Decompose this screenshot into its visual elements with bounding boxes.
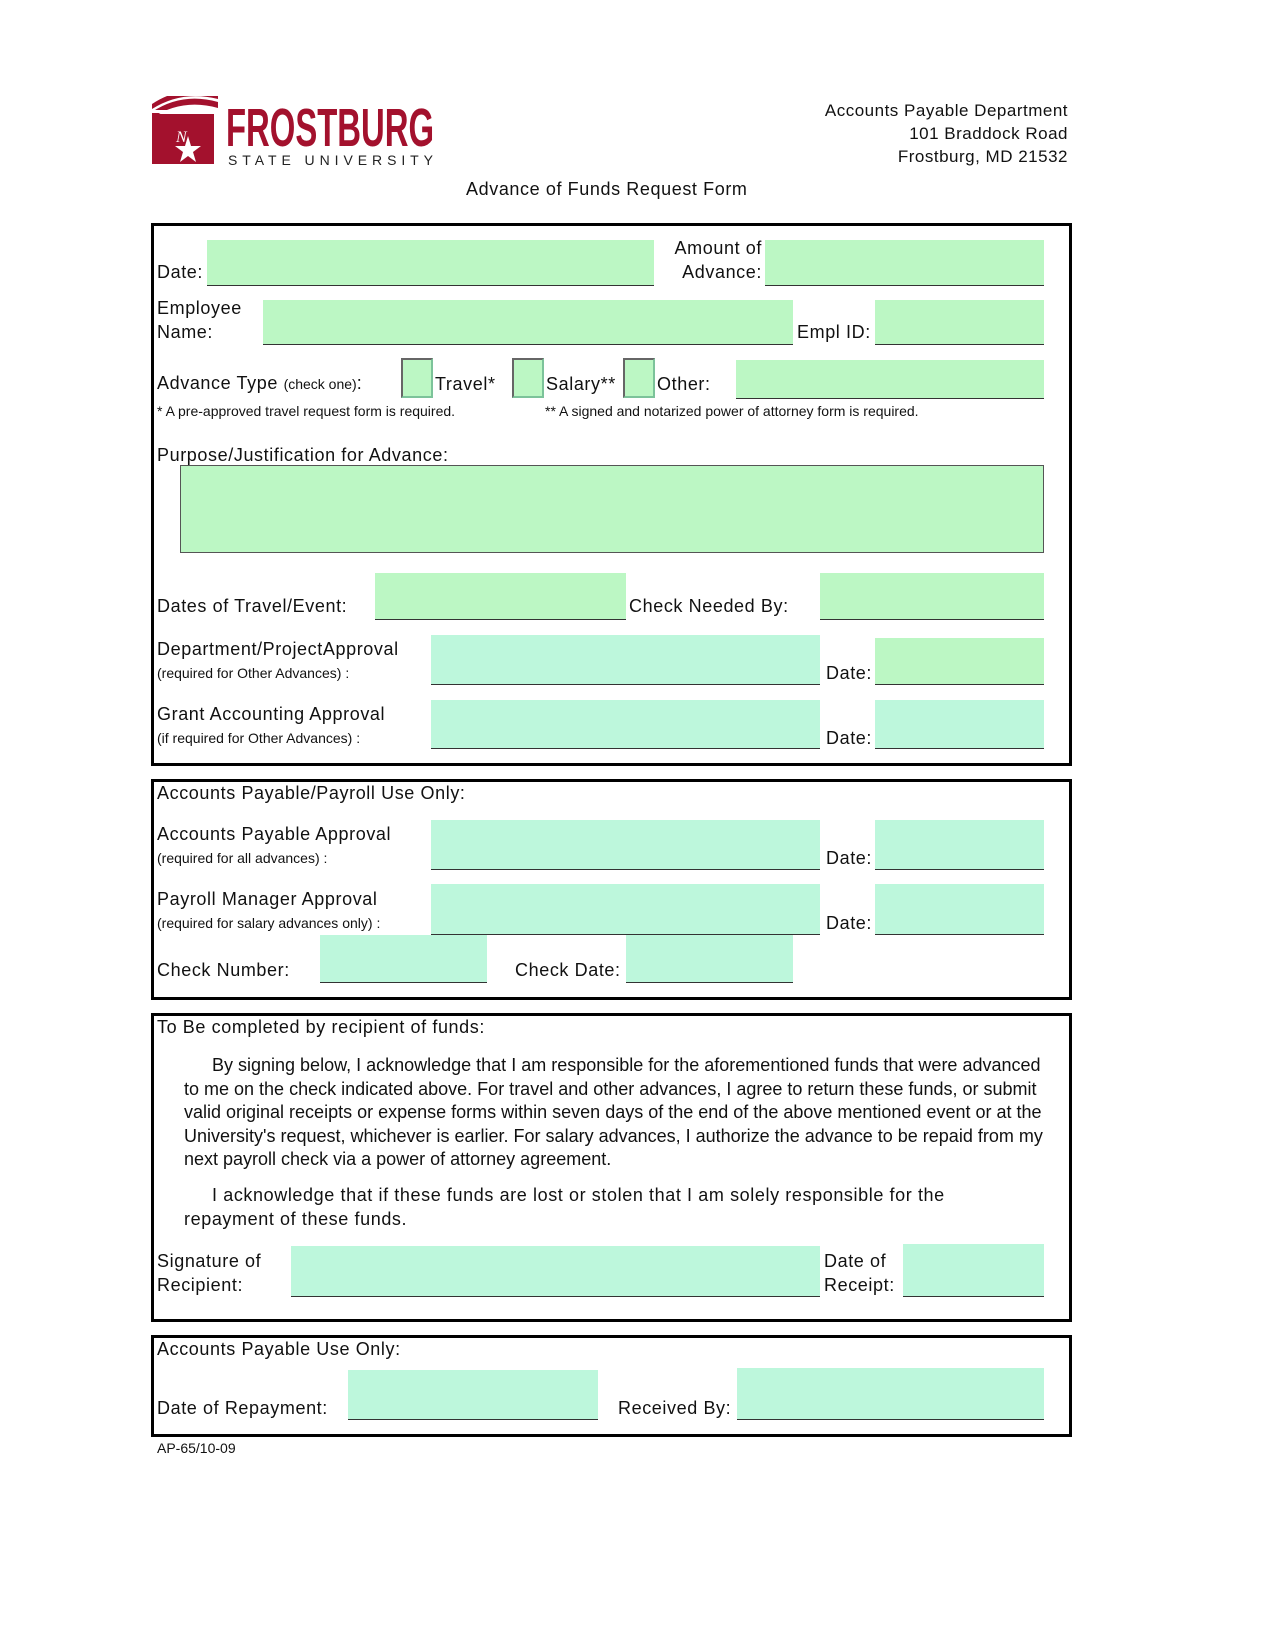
dates-of-travel-label: Dates of Travel/Event: bbox=[157, 596, 348, 616]
employee-label-line-2: Name: bbox=[157, 322, 214, 342]
ap-approval-label: Accounts Payable Approval bbox=[157, 824, 392, 844]
amount-field[interactable] bbox=[765, 240, 1044, 286]
payroll-approval-field[interactable] bbox=[431, 884, 820, 935]
salary-checkbox[interactable] bbox=[512, 358, 544, 398]
salary-label: Salary** bbox=[546, 374, 616, 394]
advance-type-text: Advance Type bbox=[157, 373, 278, 393]
advance-type-colon: : bbox=[356, 373, 363, 393]
receipt-date-label bbox=[824, 1249, 895, 1297]
department-approval-colon: : bbox=[345, 665, 350, 681]
date-label: Date: bbox=[157, 262, 204, 282]
acknowledgement-text: By signing below, I acknowledge that I am responsible for the aforementioned funds that were advanced to me on the check indicated above. For travel and other advances, I agree to return these funds, or submit valid original receipts or expense forms within seven days of the end of the above mentioned event or at the University's request, whichever is earlier. For salary advances, I authorize the advance to be repaid from my next payroll check via a power of attorney agreement. bbox=[184, 1055, 1043, 1169]
salary-requirement-note: ** A signed and notarized power of attorney form is required. bbox=[545, 403, 919, 419]
ap-date-label: Date: bbox=[826, 848, 873, 868]
empl-id-label: Empl ID: bbox=[797, 322, 871, 342]
ap-date-field[interactable] bbox=[875, 820, 1044, 870]
employee-name-field[interactable] bbox=[263, 300, 793, 345]
repayment-date-label: Date of Repayment: bbox=[157, 1398, 328, 1418]
loss-acknowledgement-text: I acknowledge that if these funds are lost or stolen that I am solely responsible for the repayment of these funds. bbox=[184, 1185, 945, 1229]
payroll-approval-note bbox=[157, 915, 380, 931]
amount-label-line-2: Advance: bbox=[682, 262, 762, 282]
amount-label bbox=[660, 236, 762, 284]
payroll-approval-label: Payroll Manager Approval bbox=[157, 889, 378, 909]
grant-date-label: Date: bbox=[826, 728, 873, 748]
loss-acknowledgement-paragraph bbox=[184, 1184, 984, 1231]
check-one-note: (check one) bbox=[283, 376, 357, 392]
travel-label: Travel* bbox=[435, 374, 496, 394]
payroll-section-heading: Accounts Payable/Payroll Use Only: bbox=[157, 783, 466, 803]
receipt-label-line-2: Receipt: bbox=[824, 1275, 895, 1295]
grant-date-field[interactable] bbox=[875, 700, 1044, 749]
acknowledgement-paragraph bbox=[184, 1054, 1046, 1172]
check-needed-label: Check Needed By: bbox=[629, 596, 789, 616]
purpose-field[interactable] bbox=[180, 465, 1044, 553]
payroll-approval-requirement: (required for salary advances only) bbox=[157, 915, 373, 931]
signature-label-line-1: Signature of bbox=[157, 1251, 262, 1271]
employee-label-line-1: Employee bbox=[157, 298, 242, 318]
travel-requirement-note: * A pre-approved travel request form is required. bbox=[157, 403, 456, 419]
advance-type-label bbox=[157, 371, 362, 396]
other-label: Other: bbox=[657, 374, 711, 394]
other-field[interactable] bbox=[736, 360, 1044, 399]
received-by-label: Received By: bbox=[618, 1398, 732, 1418]
signature-label bbox=[157, 1249, 261, 1297]
department-approval-note bbox=[157, 665, 349, 681]
recipient-section-heading: To Be completed by recipient of funds: bbox=[157, 1017, 485, 1037]
other-checkbox[interactable] bbox=[623, 358, 655, 398]
employee-name-label bbox=[157, 296, 242, 344]
ap-approval-colon: : bbox=[323, 850, 328, 866]
grant-approval-requirement: (if required for Other Advances) bbox=[157, 730, 353, 746]
department-date-field[interactable] bbox=[875, 638, 1044, 685]
receipt-label-line-1: Date of bbox=[824, 1251, 887, 1271]
address-line-3: Frostburg, MD 21532 bbox=[897, 147, 1068, 166]
receipt-date-field[interactable] bbox=[903, 1244, 1044, 1297]
repayment-date-field[interactable] bbox=[348, 1370, 598, 1420]
department-date-label: Date: bbox=[826, 663, 873, 683]
amount-label-line-1: Amount of bbox=[674, 238, 762, 258]
travel-checkbox[interactable] bbox=[401, 358, 433, 398]
received-by-field[interactable] bbox=[737, 1368, 1044, 1420]
date-field[interactable] bbox=[207, 240, 654, 286]
signature-field[interactable] bbox=[291, 1246, 820, 1297]
ap-approval-note bbox=[157, 850, 327, 866]
grant-approval-label: Grant Accounting Approval bbox=[157, 704, 386, 724]
address-line-1: Accounts Payable Department bbox=[824, 101, 1068, 120]
purpose-label: Purpose/Justification for Advance: bbox=[157, 445, 449, 465]
department-approval-label: Department/ProjectApproval bbox=[157, 639, 399, 659]
grant-approval-field[interactable] bbox=[431, 700, 820, 749]
svg-text:STATE UNIVERSITY: STATE UNIVERSITY bbox=[228, 152, 433, 168]
signature-label-line-2: Recipient: bbox=[157, 1275, 244, 1295]
form-code: AP-65/10-09 bbox=[157, 1440, 236, 1456]
form-title: Advance of Funds Request Form bbox=[466, 179, 748, 199]
check-number-field[interactable] bbox=[320, 935, 487, 983]
ap-use-heading: Accounts Payable Use Only: bbox=[157, 1339, 401, 1359]
grant-approval-note bbox=[157, 730, 360, 746]
check-number-label: Check Number: bbox=[157, 960, 290, 980]
department-approval-requirement: (required for Other Advances) bbox=[157, 665, 342, 681]
payroll-date-label: Date: bbox=[826, 913, 873, 933]
address-block bbox=[825, 99, 1068, 168]
dates-of-travel-field[interactable] bbox=[375, 573, 626, 620]
frostburg-logo bbox=[152, 96, 452, 170]
empl-id-field[interactable] bbox=[875, 300, 1044, 345]
svg-text:N: N bbox=[176, 129, 187, 146]
department-approval-field[interactable] bbox=[431, 635, 820, 685]
check-date-field[interactable] bbox=[626, 935, 793, 983]
payroll-date-field[interactable] bbox=[875, 884, 1044, 935]
grant-approval-colon: : bbox=[356, 730, 361, 746]
svg-text:FROSTBURG: FROSTBURG bbox=[226, 98, 434, 158]
frostburg-logo-mark bbox=[152, 96, 452, 170]
check-needed-field[interactable] bbox=[820, 573, 1044, 620]
ap-approval-requirement: (required for all advances) bbox=[157, 850, 320, 866]
check-date-label: Check Date: bbox=[515, 960, 621, 980]
address-line-2: 101 Braddock Road bbox=[909, 124, 1068, 143]
ap-approval-field[interactable] bbox=[431, 820, 820, 870]
payroll-approval-colon: : bbox=[376, 915, 381, 931]
